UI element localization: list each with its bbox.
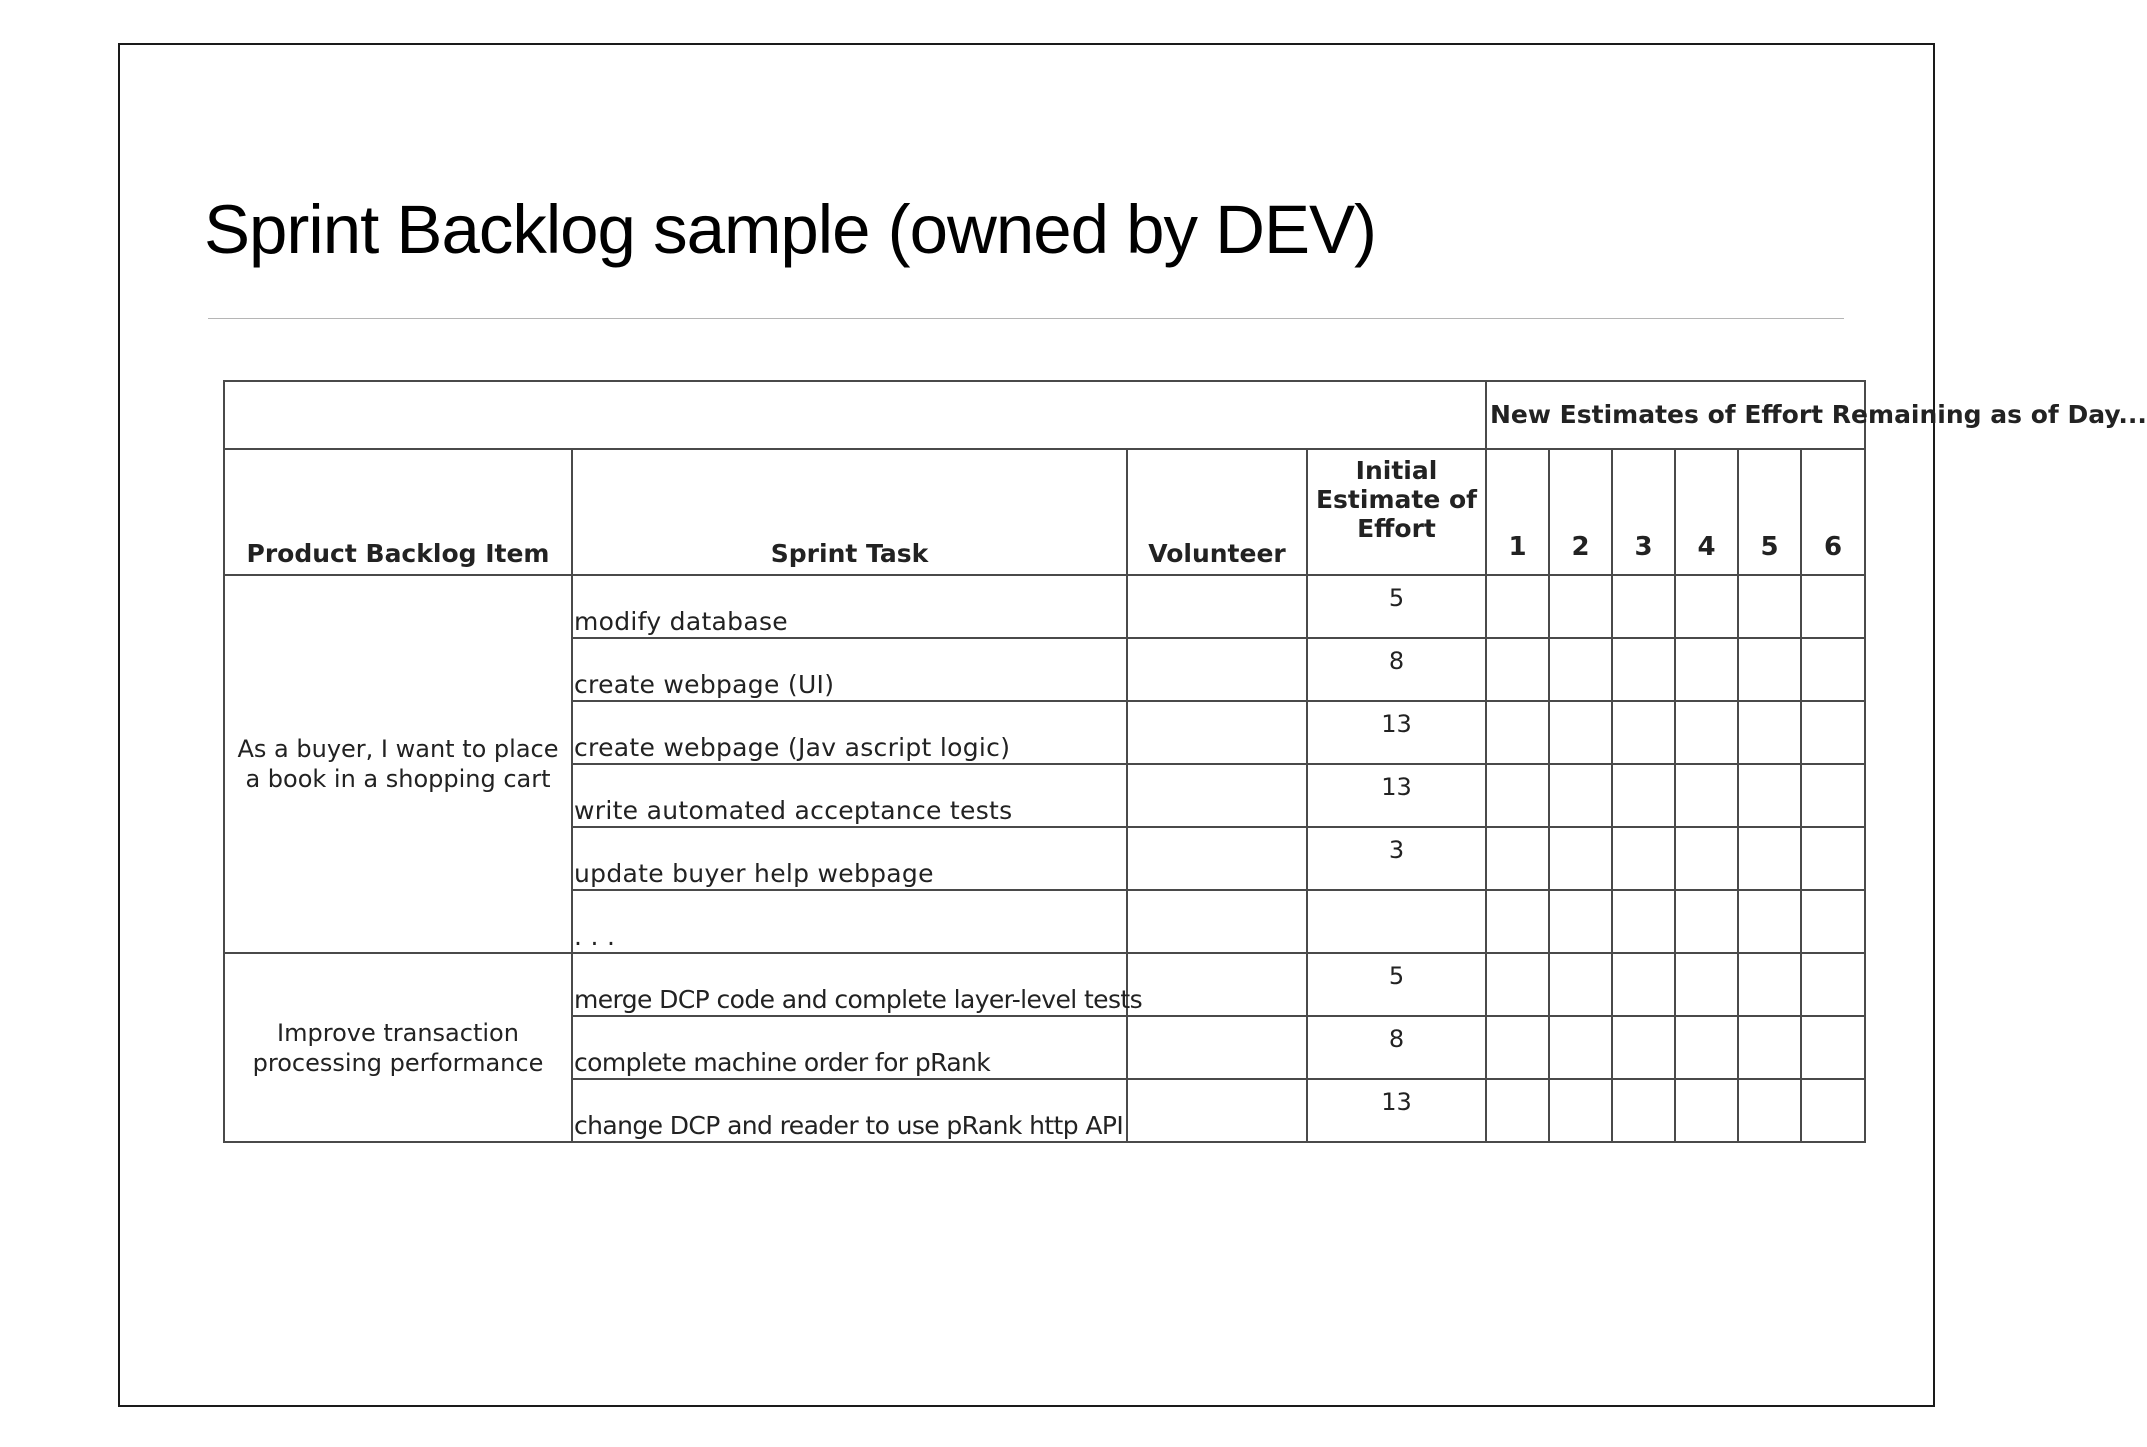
product-backlog-item-header: Product Backlog Item (224, 449, 572, 575)
super-header-row (224, 381, 1865, 449)
day-cell (1738, 575, 1801, 638)
day-cell (1549, 701, 1612, 764)
day-cell (1486, 764, 1549, 827)
title-divider (208, 318, 1844, 319)
day-cell (1549, 827, 1612, 890)
product-backlog-item-cell: Improve transaction processing performance (224, 953, 572, 1142)
day-cell (1549, 638, 1612, 701)
day-cell (1675, 764, 1738, 827)
initial-estimate-cell: 13 (1307, 764, 1486, 827)
day-cell (1801, 827, 1865, 890)
day-header: 5 (1738, 449, 1801, 575)
day-cell (1738, 764, 1801, 827)
sprint-task-cell: complete machine order for pRank (572, 1016, 1127, 1079)
initial-estimate-cell: 3 (1307, 827, 1486, 890)
day-cell (1612, 638, 1675, 701)
day-header: 3 (1612, 449, 1675, 575)
sprint-backlog-table (223, 380, 2147, 1143)
day-cell (1486, 575, 1549, 638)
day-cell (1675, 1016, 1738, 1079)
initial-estimate-cell: 8 (1307, 1016, 1486, 1079)
initial-estimate-cell: 5 (1307, 575, 1486, 638)
day-cell (1738, 827, 1801, 890)
day-cell (1612, 701, 1675, 764)
volunteer-cell (1127, 1079, 1307, 1142)
volunteer-cell (1127, 890, 1307, 953)
day-header: 2 (1549, 449, 1612, 575)
day-cell (1612, 1016, 1675, 1079)
day-cell (1738, 953, 1801, 1016)
day-cell (1675, 638, 1738, 701)
sprint-task-cell: modify database (572, 575, 1127, 638)
volunteer-cell (1127, 953, 1307, 1016)
day-cell (1675, 575, 1738, 638)
day-cell (1801, 890, 1865, 953)
sprint-task-cell: create webpage (Jav ascript logic) (572, 701, 1127, 764)
day-cell (1486, 701, 1549, 764)
day-header: 4 (1675, 449, 1738, 575)
table-row (224, 575, 1865, 638)
day-cell (1549, 1079, 1612, 1142)
volunteer-cell (1127, 575, 1307, 638)
sprint-task-cell: . . . (572, 890, 1127, 953)
day-cell (1486, 1016, 1549, 1079)
day-cell (1801, 575, 1865, 638)
slide-title: Sprint Backlog sample (owned by DEV) (204, 191, 1377, 268)
day-cell (1801, 638, 1865, 701)
volunteer-cell (1127, 1016, 1307, 1079)
day-cell (1612, 1079, 1675, 1142)
day-cell (1486, 827, 1549, 890)
day-cell (1549, 890, 1612, 953)
sprint-task-cell: merge DCP code and complete layer-level tests (572, 953, 1127, 1016)
day-cell (1549, 953, 1612, 1016)
sprint-task-cell: write automated acceptance tests (572, 764, 1127, 827)
day-cell (1801, 1079, 1865, 1142)
day-cell (1675, 953, 1738, 1016)
day-cell (1738, 701, 1801, 764)
volunteer-cell (1127, 827, 1307, 890)
table-row (224, 953, 1865, 1016)
day-cell (1801, 1016, 1865, 1079)
day-cell (1549, 575, 1612, 638)
volunteer-header: Volunteer (1127, 449, 1307, 575)
day-cell (1738, 1016, 1801, 1079)
day-cell (1738, 890, 1801, 953)
sprint-task-cell: create webpage (UI) (572, 638, 1127, 701)
day-cell (1549, 1016, 1612, 1079)
day-header: 6 (1801, 449, 1865, 575)
volunteer-cell (1127, 764, 1307, 827)
column-header-row (224, 449, 1865, 575)
day-cell (1612, 764, 1675, 827)
day-cell (1738, 638, 1801, 701)
sprint-task-cell: change DCP and reader to use pRank http API (572, 1079, 1127, 1142)
initial-estimate-cell: 13 (1307, 701, 1486, 764)
day-header: 1 (1486, 449, 1549, 575)
initial-estimate-cell (1307, 890, 1486, 953)
initial-estimate-cell: 8 (1307, 638, 1486, 701)
day-cell (1675, 827, 1738, 890)
day-cell (1801, 701, 1865, 764)
initial-estimate-header: Initial Estimate of Effort (1307, 449, 1486, 575)
product-backlog-item-cell: As a buyer, I want to place a book in a shopping cart (224, 575, 572, 953)
sprint-task-header: Sprint Task (572, 449, 1127, 575)
initial-estimate-cell: 13 (1307, 1079, 1486, 1142)
day-cell (1486, 638, 1549, 701)
day-cell (1675, 1079, 1738, 1142)
super-header-blank (224, 381, 1486, 449)
new-estimates-header: New Estimates of Effort Remaining as of Day... (1486, 381, 1865, 449)
day-cell (1486, 1079, 1549, 1142)
day-cell (1486, 890, 1549, 953)
day-cell (1486, 953, 1549, 1016)
day-cell (1612, 827, 1675, 890)
day-cell (1612, 890, 1675, 953)
initial-estimate-cell: 5 (1307, 953, 1486, 1016)
day-cell (1675, 701, 1738, 764)
sprint-task-cell: update buyer help webpage (572, 827, 1127, 890)
volunteer-cell (1127, 701, 1307, 764)
day-cell (1549, 764, 1612, 827)
day-cell (1738, 1079, 1801, 1142)
day-cell (1612, 575, 1675, 638)
volunteer-cell (1127, 638, 1307, 701)
day-cell (1612, 953, 1675, 1016)
day-cell (1801, 764, 1865, 827)
day-cell (1801, 953, 1865, 1016)
day-cell (1675, 890, 1738, 953)
